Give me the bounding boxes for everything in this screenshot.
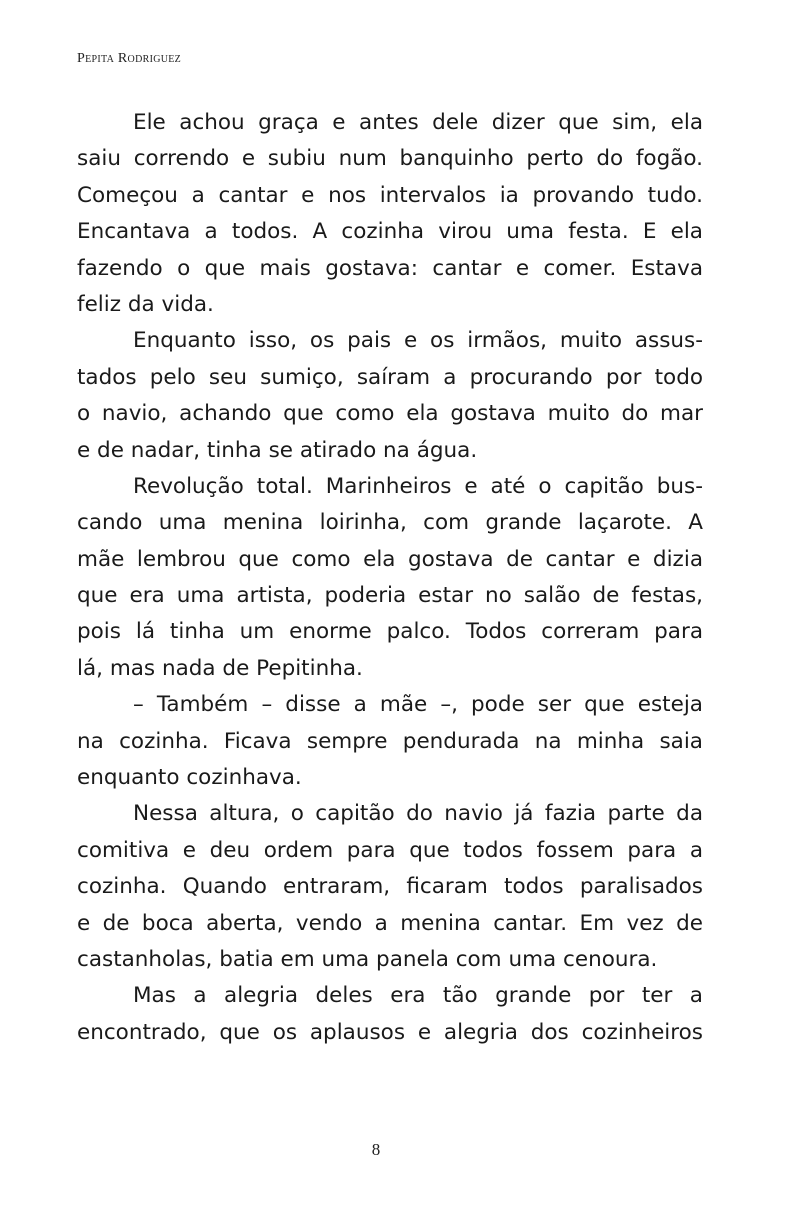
text-line: tados pelo seu sumiço, saíram a procurando por todo bbox=[77, 364, 703, 390]
text-line: pois lá tinha um enorme palco. Todos correram para bbox=[77, 619, 703, 645]
text-line: enquanto cozinhava. bbox=[77, 765, 302, 791]
text-line: mãe lembrou que como ela gostava de cantar e dizia bbox=[77, 546, 703, 572]
text-line: castanholas, batia em uma panela com uma cenoura. bbox=[77, 946, 658, 972]
text-line: Revolução total. Marinheiros e até o capitão bus- bbox=[133, 473, 703, 499]
dialogue-line: – Também – disse a mãe –, pode ser que esteja bbox=[133, 692, 703, 718]
text-line: Ele achou graça e antes dele dizer que sim, ela bbox=[133, 110, 703, 135]
text-line: cando uma menina loirinha, com grande laçarote. A bbox=[77, 510, 703, 536]
text-line: na cozinha. Ficava sempre pendurada na minha saia bbox=[77, 728, 703, 754]
text-line: saiu correndo e subiu num banquinho perto do fogão. bbox=[77, 146, 703, 172]
text-line: Começou a cantar e nos intervalos ia provando tudo. bbox=[77, 182, 703, 208]
text-line: feliz da vida. bbox=[77, 291, 214, 317]
text-line: cozinha. Quando entraram, ficaram todos paralisados bbox=[77, 874, 703, 900]
text-line: fazendo o que mais gostava: cantar e comer. Estava bbox=[77, 255, 703, 281]
text-line: encontrado, que os aplausos e alegria dos cozinheiros bbox=[77, 1019, 703, 1045]
text-line: Encantava a todos. A cozinha virou uma festa. E ela bbox=[77, 219, 703, 245]
text-line: lá, mas nada de Pepitinha. bbox=[77, 655, 363, 681]
text-line: e de boca aberta, vendo a menina cantar. Em vez de bbox=[77, 910, 703, 936]
text-line: que era uma artista, poderia estar no salão de festas, bbox=[77, 583, 703, 609]
text-line: Nessa altura, o capitão do navio já fazia parte da bbox=[133, 801, 703, 827]
text-line: Mas a alegria deles era tão grande por ter a bbox=[133, 983, 703, 1009]
page-number: 8 bbox=[371, 1140, 381, 1159]
running-head-author: Pepita Rodriguez bbox=[77, 51, 182, 66]
text-line: Enquanto isso, os pais e os irmãos, muito assus- bbox=[133, 328, 703, 354]
text-line: o navio, achando que como ela gostava muito do mar bbox=[77, 401, 703, 427]
body-text bbox=[77, 105, 703, 1051]
text-line: comitiva e deu ordem para que todos fossem para a bbox=[77, 837, 703, 863]
text-line: e de nadar, tinha se atirado na água. bbox=[77, 437, 478, 463]
